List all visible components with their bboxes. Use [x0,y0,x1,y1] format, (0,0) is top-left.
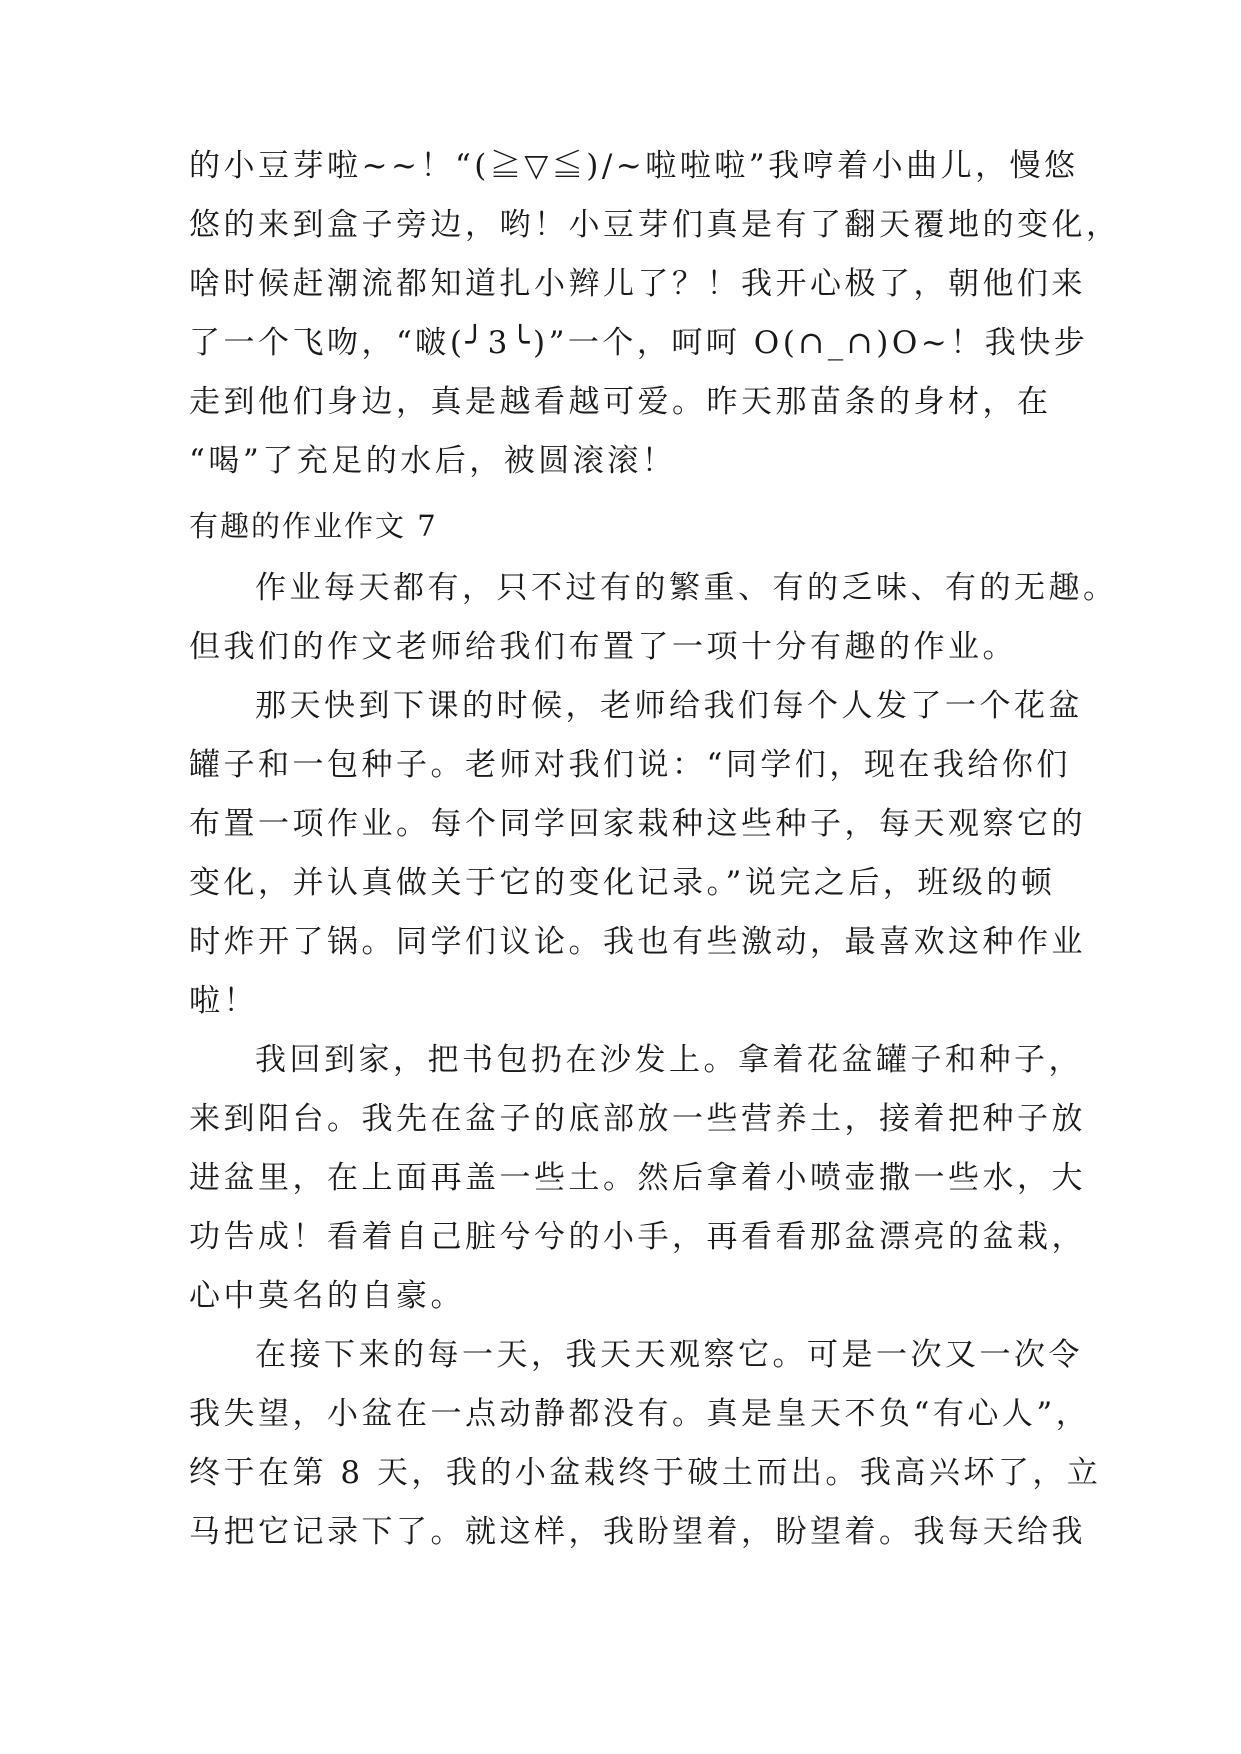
text-line: 布置一项作业。每个同学回家栽种这些种子，每天观察它的 [189,806,1086,842]
text-line: 啦！ [189,983,258,1019]
text-line: 进盆里，在上面再盖一些土。然后拿着小喷壶撒一些水，大 [189,1160,1086,1196]
text-line: 时炸开了锅。同学们议论。我也有些激动，最喜欢这种作业 [189,924,1086,960]
text-line: 罐子和一包种子。老师对我们说：“同学们，现在我给你们 [189,747,1071,783]
text-line: 但我们的作文老师给我们布置了一项十分有趣的作业。 [189,629,1017,665]
text-line: 变化，并认真做关于它的变化记录。”说完之后，班级的顿 [189,865,1056,901]
text-line: “喝”了充足的水后，被圆滚滚！ [189,443,677,479]
text-line: 我回到家，把书包扔在沙发上。拿着花盆罐子和种子， [255,1042,1083,1078]
section-heading: 有趣的作业作文 7 [189,509,438,543]
text-line: 功告成！看着自己脏兮兮的小手，再看看那盆漂亮的盆栽， [189,1219,1086,1255]
text-line: 作业每天都有，只不过有的繁重、有的乏味、有的无趣。 [255,570,1118,606]
text-line: 在接下来的每一天，我天天观察它。可是一次又一次令 [255,1337,1083,1373]
text-line: 来到阳台。我先在盆子的底部放一些营养土，接着把种子放 [189,1101,1086,1137]
text-line: 啥时候赶潮流都知道扎小辫儿了？！我开心极了，朝他们来 [189,266,1086,302]
text-line: 走到他们身边，真是越看越可爱。昨天那苗条的身材，在 [189,384,1052,420]
text-line: 马把它记录下了。就这样，我盼望着，盼望着。我每天给我 [189,1514,1086,1550]
text-line: 那天快到下课的时候，老师给我们每个人发了一个花盆 [255,688,1083,724]
text-line: 悠的来到盒子旁边，哟！小豆芽们真是有了翻天覆地的变化， [189,207,1121,243]
text-line: 终于在第 8 天，我的小盆栽终于破土而出。我高兴坏了，立 [189,1455,1102,1491]
text-line: 我失望，小盆在一点动静都没有。真是皇天不负“有心人”， [189,1396,1091,1432]
text-line: 的小豆芽啦~~！“(≧▽≦)/~啦啦啦”我哼着小曲儿，慢悠 [189,148,1079,184]
text-line: 了一个飞吻，“啵(╯3╰)”一个，呵呵 O(∩_∩)O~！我快步 [189,325,1089,361]
text-line: 心中莫名的自豪。 [189,1278,465,1314]
